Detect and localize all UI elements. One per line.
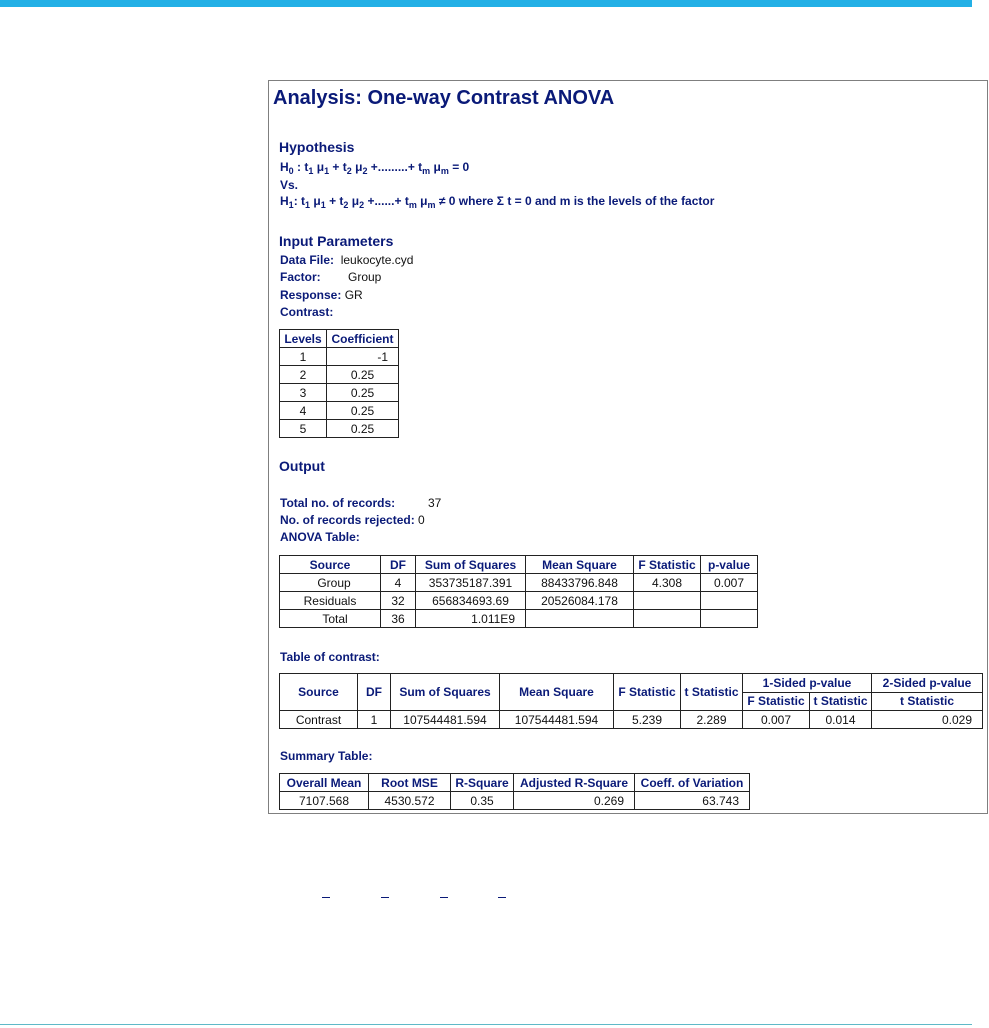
input-heading: Input Parameters bbox=[279, 233, 394, 249]
table-cell bbox=[634, 592, 701, 610]
table-cell: 0.25 bbox=[327, 384, 399, 402]
table-cell: 1 bbox=[280, 348, 327, 366]
column-header: Overall Mean bbox=[280, 774, 369, 792]
hypothesis-heading: Hypothesis bbox=[279, 139, 355, 155]
rejected-row bbox=[280, 513, 425, 527]
response-value: GR bbox=[344, 288, 363, 302]
table-cell: 0.029 bbox=[872, 711, 983, 729]
table-cell: 4.308 bbox=[634, 574, 701, 592]
table-cell: 107544481.594 bbox=[391, 711, 500, 729]
table-cell: 63.743 bbox=[635, 792, 750, 810]
table-row bbox=[280, 402, 399, 420]
table-cell: 0.269 bbox=[514, 792, 635, 810]
response-label: Response: bbox=[280, 288, 342, 302]
contrast-table-label: Table of contrast: bbox=[280, 650, 380, 664]
table-cell: 3 bbox=[280, 384, 327, 402]
table-cell: 0.007 bbox=[701, 574, 758, 592]
factor-value: Group bbox=[348, 270, 382, 284]
table-cell: 0.35 bbox=[451, 792, 514, 810]
data-file-row bbox=[280, 253, 413, 267]
column-header: F Statistic bbox=[614, 674, 681, 711]
table-row bbox=[280, 610, 758, 628]
table-cell: 0.007 bbox=[743, 711, 810, 729]
data-file-value: leukocyte.cyd bbox=[340, 253, 414, 267]
rejected-value: 0 bbox=[418, 513, 425, 527]
report-panel bbox=[268, 80, 988, 814]
overline-mark bbox=[322, 897, 330, 898]
table-cell: Contrast bbox=[280, 711, 358, 729]
table-cell: Residuals bbox=[280, 592, 381, 610]
table-cell: 1.011E9 bbox=[416, 610, 526, 628]
table-cell: 88433796.848 bbox=[526, 574, 634, 592]
table-header-row bbox=[280, 674, 983, 693]
null-hypothesis-tail: = 0 bbox=[448, 160, 470, 174]
table-cell: 0.25 bbox=[327, 366, 399, 384]
table-cell: 4530.572 bbox=[369, 792, 451, 810]
table-row bbox=[280, 711, 983, 729]
table-cell: 353735187.391 bbox=[416, 574, 526, 592]
table-cell: 0.014 bbox=[810, 711, 872, 729]
records-row bbox=[280, 496, 442, 510]
anova-table bbox=[279, 555, 758, 628]
anova-label: ANOVA Table: bbox=[280, 530, 360, 544]
table-row bbox=[280, 366, 399, 384]
summary-label: Summary Table: bbox=[280, 749, 373, 763]
output-heading: Output bbox=[279, 458, 325, 474]
column-header: t Statistic bbox=[681, 674, 743, 711]
column-header: Sum of Squares bbox=[391, 674, 500, 711]
vs-label: Vs. bbox=[280, 178, 299, 192]
table-cell bbox=[634, 610, 701, 628]
table-cell: 32 bbox=[381, 592, 416, 610]
table-row bbox=[280, 384, 399, 402]
data-file-label: Data File: bbox=[280, 253, 335, 267]
table-cell: 656834693.69 bbox=[416, 592, 526, 610]
overline-mark bbox=[498, 897, 506, 898]
overline-mark bbox=[381, 897, 389, 898]
table-row bbox=[280, 574, 758, 592]
table-cell bbox=[701, 592, 758, 610]
top-rule bbox=[0, 0, 972, 7]
contrast-result-table bbox=[279, 673, 983, 729]
column-header: Source bbox=[280, 674, 358, 711]
column-header: Coefficient bbox=[327, 330, 399, 348]
coefficient-table bbox=[279, 329, 399, 438]
table-row bbox=[280, 792, 750, 810]
table-cell: Group bbox=[280, 574, 381, 592]
column-header: DF bbox=[381, 556, 416, 574]
table-cell bbox=[701, 610, 758, 628]
null-hypothesis: $H_0$ : $t_1$ $\mu_1 + t_2$ $\mu_2$ +.........+ $t_m$ $\mu_m = 0$ bbox=[280, 160, 470, 176]
table-cell: 4 bbox=[280, 402, 327, 420]
column-header: p-value bbox=[701, 556, 758, 574]
column-header: R-Square bbox=[451, 774, 514, 792]
summary-table bbox=[279, 773, 750, 810]
records-value: 37 bbox=[428, 496, 442, 510]
table-cell: 107544481.594 bbox=[500, 711, 614, 729]
contrast-label: Contrast: bbox=[280, 305, 334, 319]
table-row bbox=[280, 420, 399, 438]
table-cell: Total bbox=[280, 610, 381, 628]
column-header: t Statistic bbox=[872, 692, 983, 711]
rejected-label: No. of records rejected: bbox=[280, 513, 415, 527]
table-cell: 2 bbox=[280, 366, 327, 384]
table-cell: 36 bbox=[381, 610, 416, 628]
table-cell bbox=[526, 610, 634, 628]
bottom-rule bbox=[0, 1024, 972, 1025]
table-cell: 20526084.178 bbox=[526, 592, 634, 610]
column-header: Root MSE bbox=[369, 774, 451, 792]
column-header: F Statistic bbox=[634, 556, 701, 574]
table-cell: -1 bbox=[327, 348, 399, 366]
one-sided-header: 1-Sided p-value bbox=[743, 674, 872, 693]
table-cell: 5.239 bbox=[614, 711, 681, 729]
column-header: Source bbox=[280, 556, 381, 574]
column-header: Adjusted R-Square bbox=[514, 774, 635, 792]
table-cell: 0.25 bbox=[327, 402, 399, 420]
two-sided-header: 2-Sided p-value bbox=[872, 674, 983, 693]
column-header: Sum of Squares bbox=[416, 556, 526, 574]
table-cell: 7107.568 bbox=[280, 792, 369, 810]
records-label: Total no. of records: bbox=[280, 496, 396, 510]
column-header: Mean Square bbox=[526, 556, 634, 574]
factor-label: Factor: bbox=[280, 270, 321, 284]
column-header: DF bbox=[358, 674, 391, 711]
table-header-row bbox=[280, 330, 399, 348]
alt-hypothesis-tail: ≠ 0 where Σ t = 0 and m is the levels of the factor bbox=[435, 194, 715, 208]
column-header: t Statistic bbox=[810, 692, 872, 711]
table-cell: 0.25 bbox=[327, 420, 399, 438]
table-cell: 4 bbox=[381, 574, 416, 592]
column-header: Mean Square bbox=[500, 674, 614, 711]
table-cell: 2.289 bbox=[681, 711, 743, 729]
column-header: Coeff. of Variation bbox=[635, 774, 750, 792]
table-row bbox=[280, 348, 399, 366]
response-row bbox=[280, 288, 363, 302]
table-row bbox=[280, 592, 758, 610]
column-header: Levels bbox=[280, 330, 327, 348]
table-cell: 1 bbox=[358, 711, 391, 729]
column-header: F Statistic bbox=[743, 692, 810, 711]
factor-row bbox=[280, 270, 382, 284]
table-header-row bbox=[280, 556, 758, 574]
page-title: Analysis: One-way Contrast ANOVA bbox=[273, 87, 615, 109]
table-header-row bbox=[280, 774, 750, 792]
alt-hypothesis: $H_1$: $t_1$ $\mu_1 + t_2$ $\mu_2$ +......+ $t_m$ $\mu_m \ne 0$ where Σ t = 0 and m is the levels of the factor bbox=[280, 194, 715, 210]
overline-mark bbox=[440, 897, 448, 898]
table-cell: 5 bbox=[280, 420, 327, 438]
